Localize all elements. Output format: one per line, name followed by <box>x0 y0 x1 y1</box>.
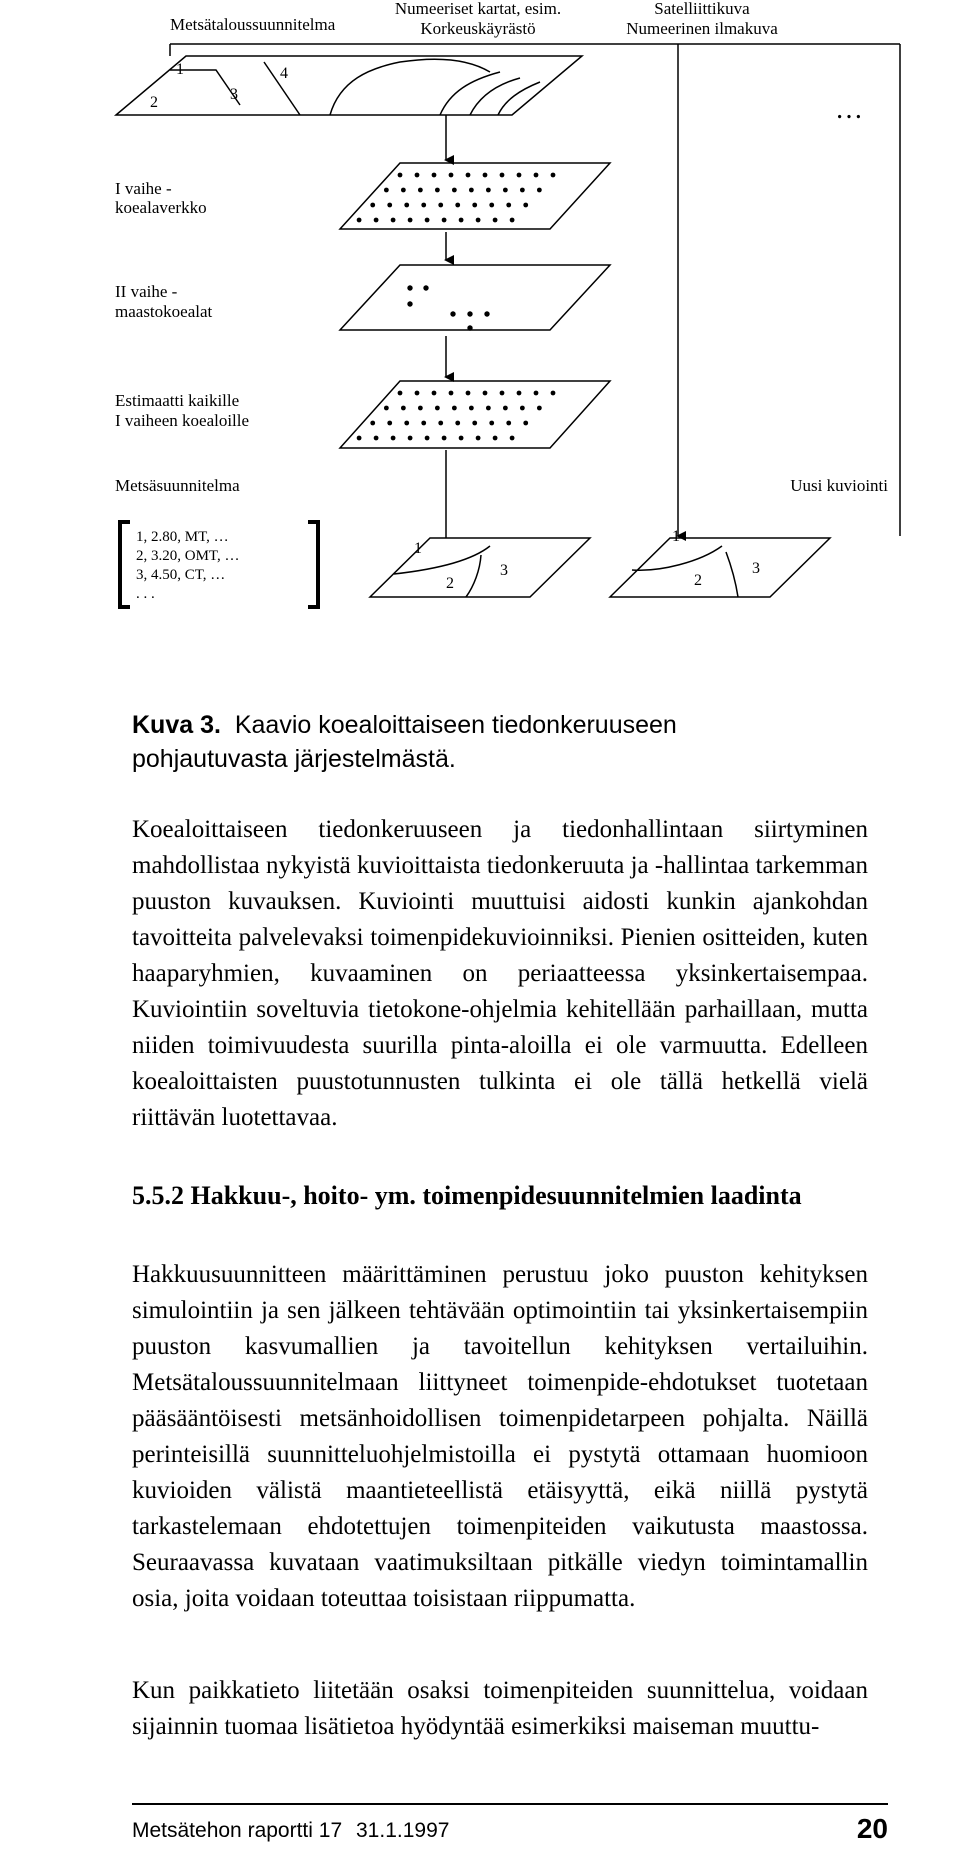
report-title: Metsätehon raportti 17 <box>132 1819 343 1842</box>
plot-dot <box>472 421 477 426</box>
stand-number-3: 3 <box>230 86 238 103</box>
section-heading: 5.5.2 Hakkuu-, hoito- ym. toimenpidesuunnitelmien laadinta <box>132 1181 802 1210</box>
plot-dot <box>493 218 498 223</box>
plot-dot <box>401 406 406 411</box>
plot-dot <box>500 173 505 178</box>
caption-label: Kuva 3. <box>132 711 221 739</box>
plot-dot <box>506 203 511 208</box>
plot-dot <box>449 173 454 178</box>
plot-dot <box>391 436 396 441</box>
stand-table-bracket <box>120 522 318 607</box>
plot-dot <box>506 421 511 426</box>
estimate-stand-2: 2 <box>446 575 454 592</box>
plot-dot <box>459 436 464 441</box>
source-satellite-label-2: Numeerinen ilmakuva <box>626 19 778 38</box>
data-collection-diagram <box>0 0 960 800</box>
plot-dot <box>469 188 474 193</box>
source-numeric-label-2: Korkeuskäyrästö <box>420 19 536 38</box>
phase2-label-1: II vaihe - <box>115 282 178 301</box>
plot-dot <box>459 218 464 223</box>
phase2-field-plots <box>340 265 610 330</box>
source-numeric-label-1: Numeeriset kartat, esim. <box>394 0 562 18</box>
plot-dot <box>401 188 406 193</box>
page-number: 20 <box>856 1813 888 1844</box>
plot-dot <box>398 391 403 396</box>
stand-row-2: 2, 3.20, OMT, … <box>136 548 240 564</box>
stand-row-3: 3, 4.50, CT, … <box>136 567 226 583</box>
estimate-plot-dots <box>357 391 556 441</box>
caption-text-2: pohjautuvasta järjestelmästä. <box>132 745 456 773</box>
plot-dot <box>374 436 379 441</box>
estimate-grid <box>340 381 610 448</box>
plot-dot <box>449 391 454 396</box>
plot-dot <box>483 173 488 178</box>
plot-dot <box>374 218 379 223</box>
plot-dot <box>387 421 392 426</box>
plot-dot <box>483 391 488 396</box>
paragraph-3: Kun paikkatieto liitetään osaksi toimenpiteiden suunnittelua, voidaan sijainnin tuomaa lisätietoa hyödyntää esimerkiksi maiseman muuttu- <box>132 1677 868 1740</box>
new-stand-2: 2 <box>694 572 702 589</box>
plot-dot <box>421 421 426 426</box>
plot-dot <box>472 203 477 208</box>
stand-number-1: 1 <box>176 61 184 78</box>
plot-dot <box>537 188 542 193</box>
plot-dot <box>476 218 481 223</box>
plot-dot <box>520 188 525 193</box>
stand-row-more: . . . <box>136 586 155 602</box>
plot-dot <box>534 391 539 396</box>
phase2-label-2: maastokoealat <box>115 302 213 321</box>
plot-dot <box>425 436 430 441</box>
plot-dot <box>500 391 505 396</box>
plot-dot <box>452 188 457 193</box>
plot-dot <box>435 188 440 193</box>
estimated-stand-map <box>370 538 590 597</box>
plot-dot <box>466 391 471 396</box>
stand-map <box>116 56 582 115</box>
plot-dot <box>408 218 413 223</box>
plot-dot <box>489 203 494 208</box>
plot-dot <box>520 406 525 411</box>
forest-plan-label: Metsäsuunnitelma <box>115 476 240 495</box>
ellipsis: … <box>835 94 863 125</box>
plot-dot <box>442 436 447 441</box>
plot-dot <box>486 406 491 411</box>
new-stand-map <box>610 528 830 597</box>
plot-dot <box>357 218 362 223</box>
plot-dot <box>404 203 409 208</box>
figure-caption <box>132 708 852 776</box>
plot-dot <box>455 203 460 208</box>
plot-dot <box>404 421 409 426</box>
estimate-stand-3: 3 <box>500 562 508 579</box>
plot-dot <box>408 436 413 441</box>
paragraph-2: Hakkuusuunnitteen määrittäminen perustuu joko puuston kehityksen simulointiin ja sen jälkeen tehtävään optimointiin tai yksinkertaisempiin puuston kasvumallien ja tavoitellun kehityksen vertailuihin. Metsätaloussuunnitelmaan liittyneet toimenpide-ehdotukset tuotetaan pääsääntöisesti metsänhoidollisen toimenpidetarpeen pohjalta. Näillä perinteisillä suunnitteluohjelmistoilla ei pystytä ottamaan huomioon kuvioiden välistä maantieteellistä etäisyyttä, eikä niillä pystytä tarkastelemaan ehdotettujen toimenpiteiden vaikutusta maastossa. Seuraavassa kuvataan vaatimuksiltaan pitkälle viedyn toimintamallin osia, joita voidaan toteuttaa toisistaan riippumatta. <box>132 1261 868 1612</box>
plot-dot <box>551 173 556 178</box>
plot-dot <box>476 436 481 441</box>
new-stand-1: 1 <box>672 528 680 545</box>
plot-dot <box>510 218 515 223</box>
source-plan-label: Metsätaloussuunnitelma <box>170 15 336 34</box>
plot-dot <box>510 436 515 441</box>
plot-dot <box>551 391 556 396</box>
new-stand-3: 3 <box>752 560 760 577</box>
plot-dot <box>466 173 471 178</box>
plot-dot <box>469 406 474 411</box>
source-satellite-label-1: Satelliittikuva <box>654 0 750 18</box>
new-stands-label: Uusi kuviointi <box>790 476 888 495</box>
plot-dot <box>398 173 403 178</box>
plot-dot <box>432 391 437 396</box>
plot-dot <box>452 406 457 411</box>
plot-dot <box>537 406 542 411</box>
phase2-plot-dots <box>407 285 489 330</box>
phase1-sample-grid <box>340 163 610 229</box>
plot-dot <box>415 391 420 396</box>
plot-dot <box>503 188 508 193</box>
plot-dot <box>489 421 494 426</box>
page-footer <box>132 1813 888 1847</box>
stand-row-1: 1, 2.80, MT, … <box>136 529 229 545</box>
plot-dot <box>503 406 508 411</box>
plot-dot <box>442 218 447 223</box>
stand-number-4: 4 <box>280 65 288 82</box>
estimate-stand-1: 1 <box>414 540 422 557</box>
plot-dot <box>425 218 430 223</box>
plot-dot <box>418 406 423 411</box>
estimate-label-1: Estimaatti kaikille <box>115 391 240 410</box>
plot-dot <box>357 436 362 441</box>
plot-dot <box>370 421 375 426</box>
plot-dot <box>523 203 528 208</box>
plot-dot <box>421 203 426 208</box>
plot-dot <box>384 406 389 411</box>
phase1-label-2: koealaverkko <box>115 198 207 217</box>
phase1-label-1: I vaihe - <box>115 179 172 198</box>
plot-dot <box>523 421 528 426</box>
plot-dot <box>432 173 437 178</box>
plot-dot <box>418 188 423 193</box>
plot-dot <box>493 436 498 441</box>
estimate-label-2: I vaiheen koealoille <box>115 411 250 430</box>
plot-dot <box>517 391 522 396</box>
plot-dot <box>391 218 396 223</box>
plot-dot <box>438 203 443 208</box>
plot-dot <box>387 203 392 208</box>
report-date: 31.1.1997 <box>356 1819 450 1842</box>
plot-dot <box>534 173 539 178</box>
stand-number-2: 2 <box>150 94 158 111</box>
plot-dot <box>435 406 440 411</box>
caption-text-1: Kaavio koealoittaiseen tiedonkeruuseen <box>234 711 677 739</box>
plot-dot <box>517 173 522 178</box>
plot-dot <box>415 173 420 178</box>
phase1-plot-dots <box>357 173 556 223</box>
plot-dot <box>486 188 491 193</box>
paragraph-1: Koealoittaiseen tiedonkeruuseen ja tiedonhallintaan siirtyminen mahdollistaa nykyistä kuvioittaista tiedonkeruuta ja -hallintaa tarkemman puuston kuvauksen. Kuviointi muuttuisi aidosti kunkin ajankohdan tavoitteita palvelevaksi toimenpidekuvioinniksi. Pienien ositteiden, kuten haaparyhmien, kuvaaminen on periaatteessa yksinkertaisempaa. Kuviointiin soveltuvia tietokone-ohjelmia kehitellään parhaillaan, mutta niiden toimivuudesta suurilla pinta-aloilla ei ole varmuutta. Edelleen koealoittaisten puustotunnusten tulkinta ei ole tällä hetkellä vielä riittävän luotettavaa. <box>132 816 868 1131</box>
footer-rule <box>132 1803 888 1805</box>
plot-dot <box>455 421 460 426</box>
plot-dot <box>370 203 375 208</box>
plot-dot <box>384 188 389 193</box>
plot-dot <box>438 421 443 426</box>
